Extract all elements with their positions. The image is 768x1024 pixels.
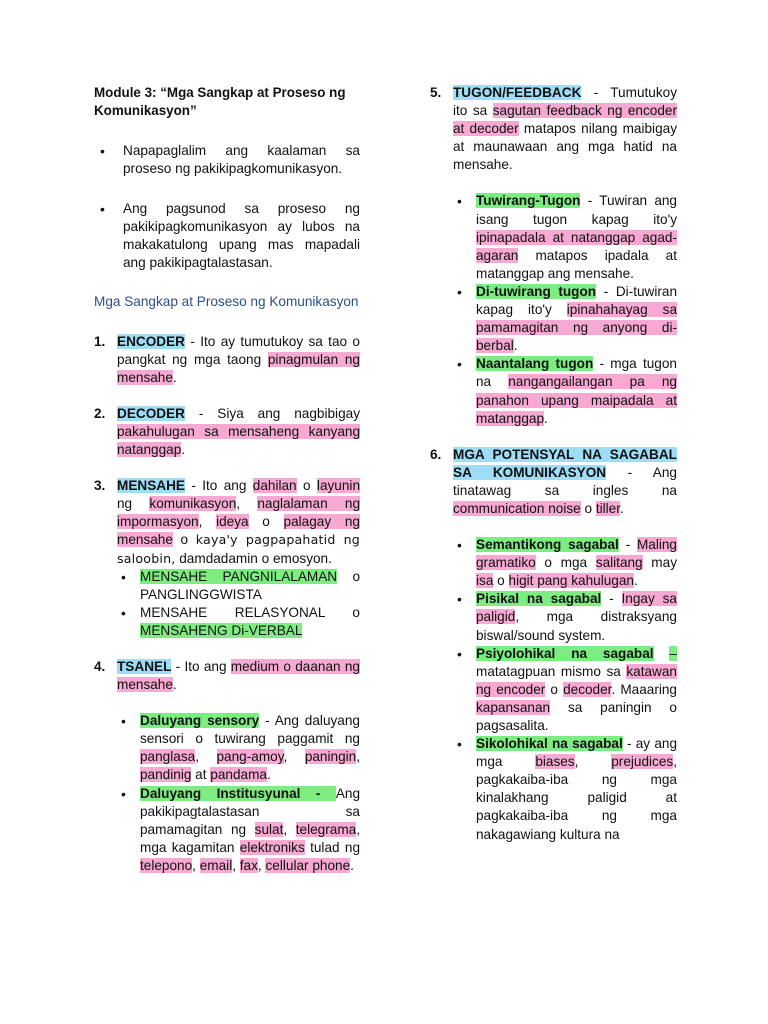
objective-bullet: • Napapaglalim ang kaalaman sa proseso ng pakikipagkomunikasyon. [94,142,360,178]
sub-bullet: • Daluyang Institusyunal - Ang pakikipagtalastasan sa pamamagitan ng sulat, telegrama, mga kagamitan elektroniks tulad ng telepono, email, fax, cellular phone. [117,785,360,875]
list-item-decoder: 2. DECODER - Siya ang nagbibigay pakahulugan sa mensaheng kanyang natanggap. [94,405,360,458]
bullet-icon: • [457,736,462,753]
list-item-tugon: 5. TUGON/FEEDBACK - Tumutukoy ito sa sagutan feedback ng encoder at decoder matapos nilang maibigay at maunawaan ang mga hatid na mensahe. [430,85,677,173]
right-column [430,84,677,844]
handwritten-text: kaya'y pagpapahatid ng saloobin, [117,532,360,566]
sub-bullet: • Sikolohikal na sagabal - ay ang mga biases, prejudices, pagkakaiba-iba ng mga kinalakhang paligid at pagkakaiba-iba ng mga nakagawiang kultura na [453,735,677,844]
sub-bullet: • Daluyang sensory - Ang daluyang sensori o tuwirang paggamit ng panglasa, pang-amoy, paningin, pandinig at pandama. [117,712,360,784]
sub-bullet: • Tuwirang-Tugon - Tuwiran ang isang tugon kapag ito'y ipinapadala at natanggap agad-agaran matapos ipadala at matanggap ang mensahe. [453,192,677,282]
term-highlight: MENSAHE [117,478,185,494]
list-item-encoder: 1. ENCODER - Ito ay tumutukoy sa tao o pangkat ng mga taong pinagmulan ng mensahe. [94,333,360,385]
bullet-icon: • [100,201,105,218]
bullet-icon: • [121,568,126,585]
term-highlight: TSANEL [117,658,172,674]
bullet-icon: • [457,356,462,373]
term-highlight: TUGON/FEEDBACK [453,85,582,100]
sub-bullet: • Naantalang tugon - mga tugon na nangangailangan pa ng panahon upang maipadala at matanggap. [453,355,677,427]
list-item-mensahe: 3. MENSAHE - Ito ang dahilan o layunin ng komunikasyon, naglalaman ng impormasyon, ideya o palagay ng mensahe o kaya'y pagpapahatid ng saloobin, damdadamin o emosyon. [94,478,361,566]
bullet-icon: • [121,785,126,802]
module-title: Module 3: “Mga Sangkap at Proseso ng Komunikasyon” [94,85,346,118]
bullet-icon: • [121,713,126,730]
bullet-icon: • [457,591,462,608]
list-item-sagabal: 6. MGA POTENSYAL NA SAGABAL SA KOMUNIKASYON - Ang tinatawag sa ingles na communication noise o tiller. [430,446,677,516]
bullet-icon: • [121,604,126,621]
sub-bullet: • Semantikong sagabal - Maling gramatiko o mga salitang may isa o higit pang kahulugan. [453,536,677,590]
list-item-tsanel: 4. TSANEL - Ito ang medium o daanan ng mensahe. [94,658,360,693]
term-highlight: ENCODER [117,333,185,349]
bullet-icon: • [457,645,462,662]
bullet-icon: • [457,283,462,300]
sub-bullet: • Psiyolohikal na sagabal – matatagpuan mismo sa katawan ng encoder o decoder. Maaaring kapansanan sa paningin o pagsasalita. [453,645,677,735]
section-heading: Mga Sangkap at Proseso ng Komunikasyon [94,293,359,309]
objective-bullet: • Ang pagsunod sa proseso ng pakikipagkomunikasyon ay lubos na makakatulong upang mas mapadali ang pakikipagtalastasan. [94,200,360,272]
sub-bullet: • MENSAHE RELASYONAL o MENSAHENG Di-VERBAL [117,604,360,640]
left-column [94,84,360,875]
bullet-icon: • [100,143,105,159]
sub-bullet: • Pisikal na sagabal - Ingay sa paligid, mga distraksyang biswal/sound system. [453,590,677,644]
term-highlight: MGA POTENSYAL NA SAGABAL SA KOMUNIKASYON [453,446,677,480]
sub-bullet: • Di-tuwirang tugon - Di-tuwiran kapag ito'y ipinahahayag sa pamamagitan ng anyong di-berbal. [453,283,677,355]
bullet-icon: • [457,193,462,210]
sub-bullet: • MENSAHE PANGNILALAMAN o PANGLINGGWISTA [117,568,360,604]
text-highlight: pakahulugan sa mensaheng kanyang natanggap [117,423,360,458]
term-highlight: DECODER [117,405,185,421]
text-highlight: pinagmulan ng mensahe [117,351,360,385]
bullet-icon: • [457,537,462,554]
